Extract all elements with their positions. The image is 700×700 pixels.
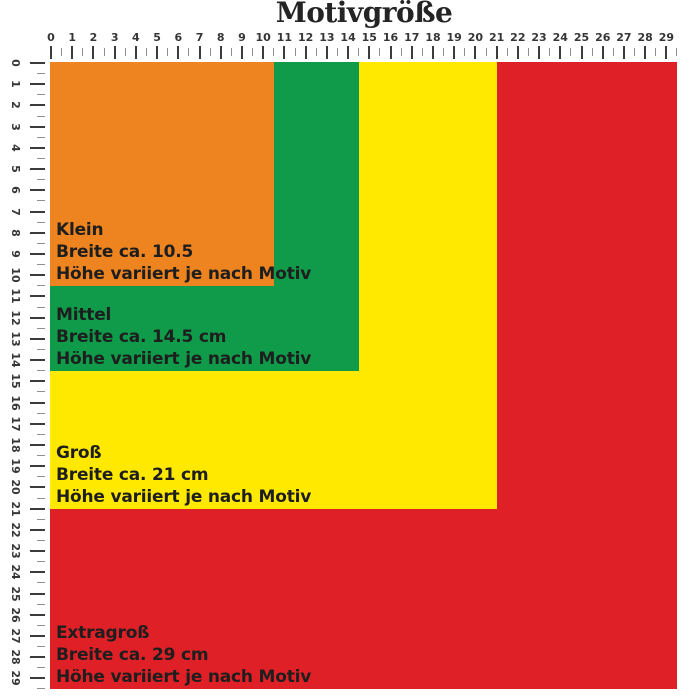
ruler-top-number: 4 bbox=[132, 31, 140, 44]
ruler-top-tick bbox=[61, 48, 62, 56]
ruler-left-tick bbox=[30, 444, 45, 446]
ruler-top-tick bbox=[316, 48, 317, 56]
ruler-left-tick bbox=[37, 667, 45, 668]
ruler-top-tick bbox=[390, 46, 392, 59]
ruler-left-tick bbox=[30, 656, 45, 658]
size-name: Klein bbox=[56, 220, 104, 240]
ruler-top-tick bbox=[337, 48, 338, 56]
ruler-left-tick bbox=[37, 158, 45, 159]
ruler-top-tick bbox=[220, 46, 222, 59]
ruler-top-tick bbox=[432, 46, 434, 59]
ruler-top-number: 12 bbox=[297, 31, 314, 44]
ruler-top-number: 3 bbox=[110, 31, 119, 44]
ruler-left-number: 20 bbox=[9, 479, 22, 496]
size-rect-klein bbox=[50, 62, 312, 286]
ruler-left-tick bbox=[37, 688, 45, 689]
ruler-left-number: 29 bbox=[9, 670, 22, 687]
ruler-left-tick bbox=[37, 434, 45, 435]
ruler-left-number: 7 bbox=[9, 207, 22, 216]
ruler-top-tick bbox=[665, 46, 667, 59]
ruler-top-number: 19 bbox=[446, 31, 462, 44]
ruler-left-tick bbox=[37, 370, 45, 371]
ruler-left-number: 26 bbox=[9, 607, 22, 623]
ruler-top-tick bbox=[305, 46, 307, 59]
ruler-top-number: 11 bbox=[276, 31, 293, 44]
ruler-top-tick bbox=[326, 46, 328, 59]
ruler-left-number: 5 bbox=[9, 165, 22, 173]
ruler-top-tick bbox=[71, 46, 73, 59]
ruler-top-tick bbox=[486, 48, 487, 56]
ruler-top-tick bbox=[125, 48, 126, 56]
size-width-line: Breite ca. 29 cm bbox=[56, 645, 209, 665]
ruler-left-number: 9 bbox=[9, 250, 22, 258]
ruler-left-tick bbox=[30, 677, 45, 679]
ruler-left-number: 4 bbox=[9, 144, 22, 152]
ruler-top-number: 27 bbox=[616, 31, 632, 44]
ruler-top-number: 14 bbox=[340, 31, 356, 44]
ruler-left-tick bbox=[30, 571, 45, 573]
ruler-top-tick bbox=[199, 46, 201, 59]
ruler-left-tick bbox=[37, 540, 45, 541]
ruler-top-number: 21 bbox=[488, 31, 505, 44]
ruler-left-number: 6 bbox=[9, 186, 22, 195]
ruler-top-tick bbox=[241, 46, 243, 59]
ruler-top-number: 2 bbox=[89, 31, 98, 44]
ruler-top-tick bbox=[411, 46, 413, 59]
ruler-left-tick bbox=[30, 423, 45, 425]
ruler-top-tick bbox=[676, 48, 677, 56]
ruler-left-number: 21 bbox=[9, 500, 22, 517]
ruler-left-tick bbox=[37, 264, 45, 265]
ruler-left-tick bbox=[37, 200, 45, 201]
ruler-top-number: 10 bbox=[255, 31, 271, 44]
ruler-top-tick bbox=[634, 48, 635, 56]
ruler-top-tick bbox=[295, 48, 296, 56]
size-width-line: Breite ca. 14.5 cm bbox=[56, 327, 227, 347]
ruler-left-tick bbox=[30, 380, 45, 382]
ruler-top-tick bbox=[262, 46, 264, 59]
ruler-top-tick bbox=[273, 48, 274, 56]
ruler-top-number: 26 bbox=[595, 31, 611, 44]
ruler-top-tick bbox=[252, 48, 253, 56]
size-label-block-extragross bbox=[56, 622, 311, 688]
ruler-top-tick bbox=[464, 48, 465, 56]
ruler-left-number: 0 bbox=[9, 59, 22, 67]
ruler-left-tick bbox=[37, 137, 45, 138]
ruler-top-tick bbox=[210, 48, 211, 56]
ruler-left-number: 2 bbox=[9, 101, 22, 110]
ruler-top-tick bbox=[507, 48, 508, 56]
ruler-left-tick bbox=[37, 349, 45, 350]
ruler-top-number: 20 bbox=[467, 31, 484, 44]
ruler-top-tick bbox=[104, 48, 105, 56]
ruler-top-number: 0 bbox=[47, 31, 55, 44]
ruler-left-tick bbox=[37, 307, 45, 308]
size-label-block-mittel bbox=[56, 304, 311, 370]
ruler-top-tick bbox=[92, 46, 94, 59]
ruler-left-tick bbox=[30, 62, 45, 64]
ruler-top-tick bbox=[82, 48, 83, 56]
ruler-left-tick bbox=[30, 359, 45, 361]
ruler-left-tick bbox=[30, 508, 45, 510]
ruler-left-number: 3 bbox=[9, 122, 22, 131]
ruler-top-tick bbox=[146, 48, 147, 56]
ruler-top-tick bbox=[50, 46, 52, 59]
ruler-top-tick bbox=[549, 48, 550, 56]
ruler-left-tick bbox=[30, 295, 45, 297]
ruler-left-tick bbox=[30, 550, 45, 552]
page-title: Motivgröße bbox=[275, 0, 453, 29]
size-height-note: Höhe variiert je nach Motiv bbox=[56, 667, 312, 687]
ruler-top-number: 1 bbox=[68, 31, 77, 44]
ruler-left-tick bbox=[30, 126, 45, 128]
ruler-top-number: 18 bbox=[425, 31, 441, 44]
size-name: Extragroß bbox=[56, 623, 150, 643]
ruler-top-tick bbox=[528, 48, 529, 56]
ruler-top-tick bbox=[655, 48, 656, 56]
ruler-left-tick bbox=[30, 211, 45, 213]
ruler-left-tick bbox=[30, 614, 45, 616]
ruler-top-tick bbox=[156, 46, 158, 59]
ruler-top-number: 7 bbox=[195, 31, 204, 44]
ruler-left-tick bbox=[30, 147, 45, 149]
ruler-top-tick bbox=[368, 46, 370, 59]
ruler-top-number: 28 bbox=[637, 31, 653, 44]
ruler-left-tick bbox=[30, 274, 45, 276]
size-height-note: Höhe variiert je nach Motiv bbox=[56, 264, 312, 284]
ruler-left-tick bbox=[37, 498, 45, 499]
ruler-left-tick bbox=[30, 529, 45, 531]
ruler-left-tick bbox=[37, 243, 45, 244]
ruler-left-tick bbox=[37, 73, 45, 74]
ruler-left-tick bbox=[30, 338, 45, 340]
size-label-block-klein bbox=[56, 219, 311, 285]
ruler-top-number: 5 bbox=[153, 31, 161, 44]
ruler-top-tick bbox=[474, 46, 476, 59]
ruler-top-number: 16 bbox=[382, 31, 399, 44]
ruler-left-number: 28 bbox=[9, 649, 22, 665]
ruler-left-tick bbox=[30, 635, 45, 637]
ruler-left-tick bbox=[30, 83, 45, 85]
ruler-top-tick bbox=[283, 46, 285, 59]
ruler-left-tick bbox=[30, 168, 45, 170]
ruler-top-tick bbox=[517, 46, 519, 59]
ruler-left-tick bbox=[30, 104, 45, 106]
ruler-top-tick bbox=[177, 46, 179, 59]
ruler-top-tick bbox=[570, 48, 571, 56]
ruler-left-tick bbox=[37, 179, 45, 180]
ruler-left-number: 8 bbox=[9, 228, 22, 237]
ruler-left-tick bbox=[37, 604, 45, 605]
ruler-left-number: 11 bbox=[9, 288, 22, 305]
size-height-note: Höhe variiert je nach Motiv bbox=[56, 349, 312, 369]
ruler-top-tick bbox=[401, 48, 402, 56]
ruler-left-tick bbox=[30, 253, 45, 255]
ruler-left-number: 17 bbox=[9, 416, 22, 432]
ruler-left-number: 23 bbox=[9, 543, 22, 559]
ruler-left-number: 27 bbox=[9, 628, 22, 644]
ruler-left-tick bbox=[37, 328, 45, 329]
ruler-left-number: 24 bbox=[9, 564, 22, 580]
ruler-left-tick bbox=[30, 465, 45, 467]
ruler-top-number: 17 bbox=[404, 31, 420, 44]
ruler-top-number: 9 bbox=[238, 31, 246, 44]
ruler-left-tick bbox=[37, 476, 45, 477]
ruler-left-number: 1 bbox=[9, 80, 22, 89]
ruler-left-number: 12 bbox=[9, 309, 22, 326]
ruler-top-tick bbox=[623, 46, 625, 59]
ruler-left-number: 19 bbox=[9, 458, 22, 474]
ruler-top-tick bbox=[114, 46, 116, 59]
ruler-top-tick bbox=[167, 48, 168, 56]
size-width-line: Breite ca. 21 cm bbox=[56, 465, 209, 485]
ruler-top-tick bbox=[422, 48, 423, 56]
ruler-left-tick bbox=[30, 232, 45, 234]
ruler-left-tick bbox=[37, 116, 45, 117]
ruler-left-tick bbox=[37, 646, 45, 647]
ruler-top-tick bbox=[613, 48, 614, 56]
ruler-top-tick bbox=[644, 46, 646, 59]
ruler-top-tick bbox=[581, 46, 583, 59]
ruler-left-tick bbox=[37, 455, 45, 456]
ruler-left-tick bbox=[30, 402, 45, 404]
ruler-left-number: 25 bbox=[9, 585, 22, 602]
ruler-top-number: 23 bbox=[531, 31, 547, 44]
ruler-top-tick bbox=[602, 46, 604, 59]
ruler-top-tick bbox=[538, 46, 540, 59]
size-width-line: Breite ca. 10.5 bbox=[56, 242, 194, 262]
ruler-left-tick bbox=[30, 189, 45, 191]
ruler-left-number: 16 bbox=[9, 394, 22, 411]
ruler-top-number: 8 bbox=[216, 31, 225, 44]
ruler-left-number: 10 bbox=[9, 267, 22, 283]
ruler-left-number: 14 bbox=[9, 352, 22, 368]
size-name: Mittel bbox=[56, 305, 112, 325]
ruler-left-tick bbox=[30, 593, 45, 595]
ruler-top-tick bbox=[347, 46, 349, 59]
ruler-top-tick bbox=[592, 48, 593, 56]
ruler-left-tick bbox=[37, 519, 45, 520]
ruler-left-tick bbox=[37, 222, 45, 223]
ruler-top-number: 22 bbox=[510, 31, 526, 44]
ruler-top-tick bbox=[135, 46, 137, 59]
ruler-left-tick bbox=[37, 391, 45, 392]
ruler-top-tick bbox=[559, 46, 561, 59]
ruler-top-number: 25 bbox=[573, 31, 590, 44]
ruler-left-tick bbox=[37, 582, 45, 583]
ruler-left-tick bbox=[30, 317, 45, 319]
ruler-left-tick bbox=[37, 413, 45, 414]
ruler-left-tick bbox=[37, 285, 45, 286]
ruler-top-number: 6 bbox=[174, 31, 183, 44]
ruler-top-tick bbox=[358, 48, 359, 56]
ruler-top-tick bbox=[496, 46, 498, 59]
ruler-left-number: 22 bbox=[9, 522, 22, 538]
ruler-left-tick bbox=[37, 561, 45, 562]
ruler-top-tick bbox=[231, 48, 232, 56]
ruler-left-number: 15 bbox=[9, 373, 22, 389]
ruler-top-number: 29 bbox=[658, 31, 675, 44]
ruler-left-tick bbox=[37, 94, 45, 95]
ruler-top-tick bbox=[453, 46, 455, 59]
ruler-top-tick bbox=[379, 48, 380, 56]
size-name: Groß bbox=[56, 443, 102, 463]
ruler-left-number: 18 bbox=[9, 437, 22, 453]
ruler-top-number: 13 bbox=[319, 31, 335, 44]
ruler-top-tick bbox=[188, 48, 189, 56]
ruler-top-number: 15 bbox=[361, 31, 377, 44]
size-height-note: Höhe variiert je nach Motiv bbox=[56, 487, 312, 507]
ruler-top-number: 24 bbox=[552, 31, 568, 44]
size-label-block-gross bbox=[56, 442, 311, 508]
ruler-left-number: 13 bbox=[9, 331, 22, 347]
ruler-left-tick bbox=[30, 486, 45, 488]
ruler-top-tick bbox=[443, 48, 444, 56]
ruler-left-tick bbox=[37, 625, 45, 626]
